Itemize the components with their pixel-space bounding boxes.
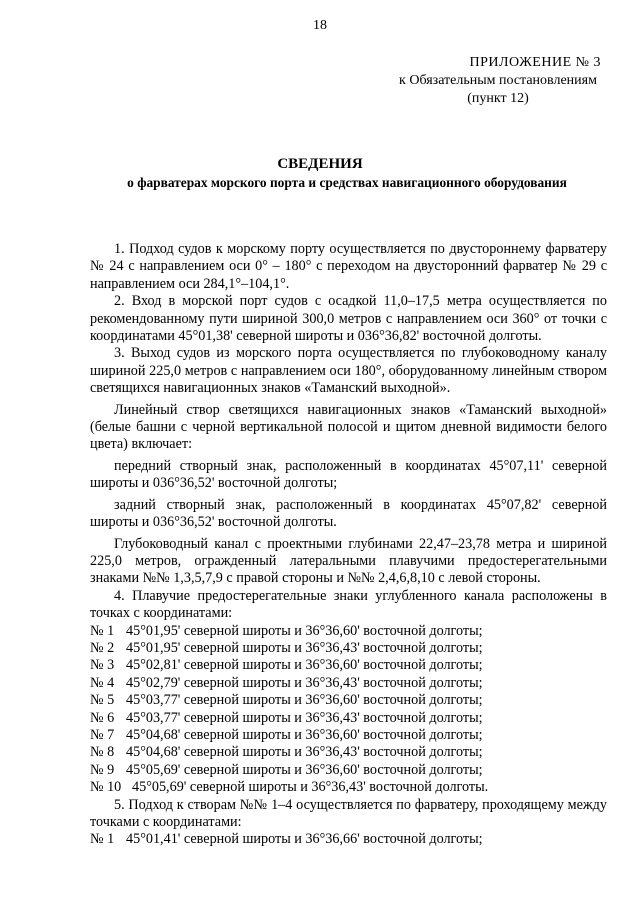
paragraph-front-light: передний створный знак, расположенный в координатах 45°07,11' северной широты и 036°36,52' восточной долготы;: [90, 457, 607, 492]
buoy-number: № 8: [90, 744, 115, 761]
list-item: [90, 692, 607, 709]
list-item: [90, 623, 607, 640]
document-title: СВЕДЕНИЯ: [277, 156, 363, 172]
paragraph-1: 1. Подход судов к морскому порту осуществляется по двустороннему фарватеру № 24 с направлением оси 0° – 180° с переходом на двусторонний фарватер № 29 с направлением оси 284,1°–104,1°.: [90, 241, 607, 292]
paragraph-2: 2. Вход в морской порт судов с осадкой 11,0–17,5 метра осуществляется по рекомендованному пути шириной 300,0 метров с направлением оси 360° от точки с координатами 45°01,38' северной широты и 036°36,82' восточной долготы.: [90, 293, 607, 345]
buoy-coords: 45°02,81' северной широты и 36°36,60' восточной долготы;: [126, 657, 483, 674]
list-item: [90, 657, 607, 674]
point-number: № 1: [90, 831, 115, 848]
point-coords: 45°01,41' северной широты и 36°36,66' восточной долготы;: [126, 831, 483, 848]
paragraph-rear-light: задний створный знак, расположенный в координатах 45°07,82' северной широты и 036°36,52' восточной долготы.: [90, 496, 607, 531]
buoy-coords: 45°01,95' северной широты и 36°36,60' восточной долготы;: [126, 622, 483, 639]
appendix-title: ПРИЛОЖЕНИЕ № 3: [469, 55, 601, 70]
list-item: [90, 640, 607, 657]
document-body: [90, 241, 607, 849]
buoy-list: [90, 623, 607, 797]
list-item: [90, 744, 607, 761]
list-item: [90, 675, 607, 692]
appendix-header: [393, 54, 603, 108]
paragraph-range-lights: Линейный створ светящихся навигационных знаков «Таманский выходной» (белые башни с черной вертикальной полосой и щитом дневной видимости белого цвета) включает:: [90, 401, 607, 453]
buoy-coords: 45°01,95' северной широты и 36°36,43' восточной долготы;: [126, 639, 483, 656]
appendix-clause: (пункт 12): [467, 91, 529, 106]
buoy-coords: 45°04,68' северной широты и 36°36,43' восточной долготы;: [126, 744, 483, 761]
point-list: [90, 831, 607, 848]
document-subtitle: о фарватерах морского порта и средствах навигационного оборудования: [127, 175, 567, 190]
paragraph-4: 4. Плавучие предостерегательные знаки углубленного канала расположены в точках с координатами:: [90, 587, 607, 622]
list-item: [90, 710, 607, 727]
paragraph-5: 5. Подход к створам №№ 1–4 осуществляется по фарватеру, проходящему между точками с координатами:: [90, 796, 607, 830]
buoy-number: № 5: [90, 692, 115, 709]
buoy-coords: 45°05,69' северной широты и 36°36,60' восточной долготы;: [126, 761, 483, 778]
list-item: [90, 727, 607, 744]
list-item: [90, 779, 607, 796]
buoy-coords: 45°03,77' северной широты и 36°36,60' восточной долготы;: [126, 692, 483, 709]
buoy-number: № 7: [90, 726, 115, 743]
buoy-number: № 10: [90, 779, 122, 796]
buoy-number: № 3: [90, 657, 115, 674]
buoy-number: № 1: [90, 622, 115, 639]
buoy-number: № 6: [90, 709, 115, 726]
list-item: [90, 831, 607, 848]
buoy-number: № 9: [90, 761, 115, 778]
appendix-reference: к Обязательным постановлениям: [399, 73, 597, 88]
page-number: 18: [313, 18, 327, 33]
paragraph-3: 3. Выход судов из морского порта осуществляется по глубоководному каналу шириной 225,0 метров с направлением оси 180°, оборудованному линейным створом светящихся навигационных знаков «Таманский выходной».: [90, 345, 607, 397]
buoy-coords: 45°02,79' северной широты и 36°36,43' восточной долготы;: [126, 674, 483, 691]
list-item: [90, 762, 607, 779]
buoy-coords: 45°05,69' северной широты и 36°36,43' восточной долготы.: [132, 779, 489, 796]
buoy-coords: 45°03,77' северной широты и 36°36,43' восточной долготы;: [126, 709, 483, 726]
buoy-coords: 45°04,68' северной широты и 36°36,60' восточной долготы;: [126, 726, 483, 743]
buoy-number: № 2: [90, 639, 115, 656]
buoy-number: № 4: [90, 674, 115, 691]
paragraph-channel: Глубоководный канал с проектными глубинами 22,47–23,78 метра и шириной 225,0 метров, огражденный латеральными плавучими предостерегательными знаками №№ 1,3,5,7,9 с правой стороны и №№ 2,4,6,8,10 с левой стороны.: [90, 535, 607, 587]
